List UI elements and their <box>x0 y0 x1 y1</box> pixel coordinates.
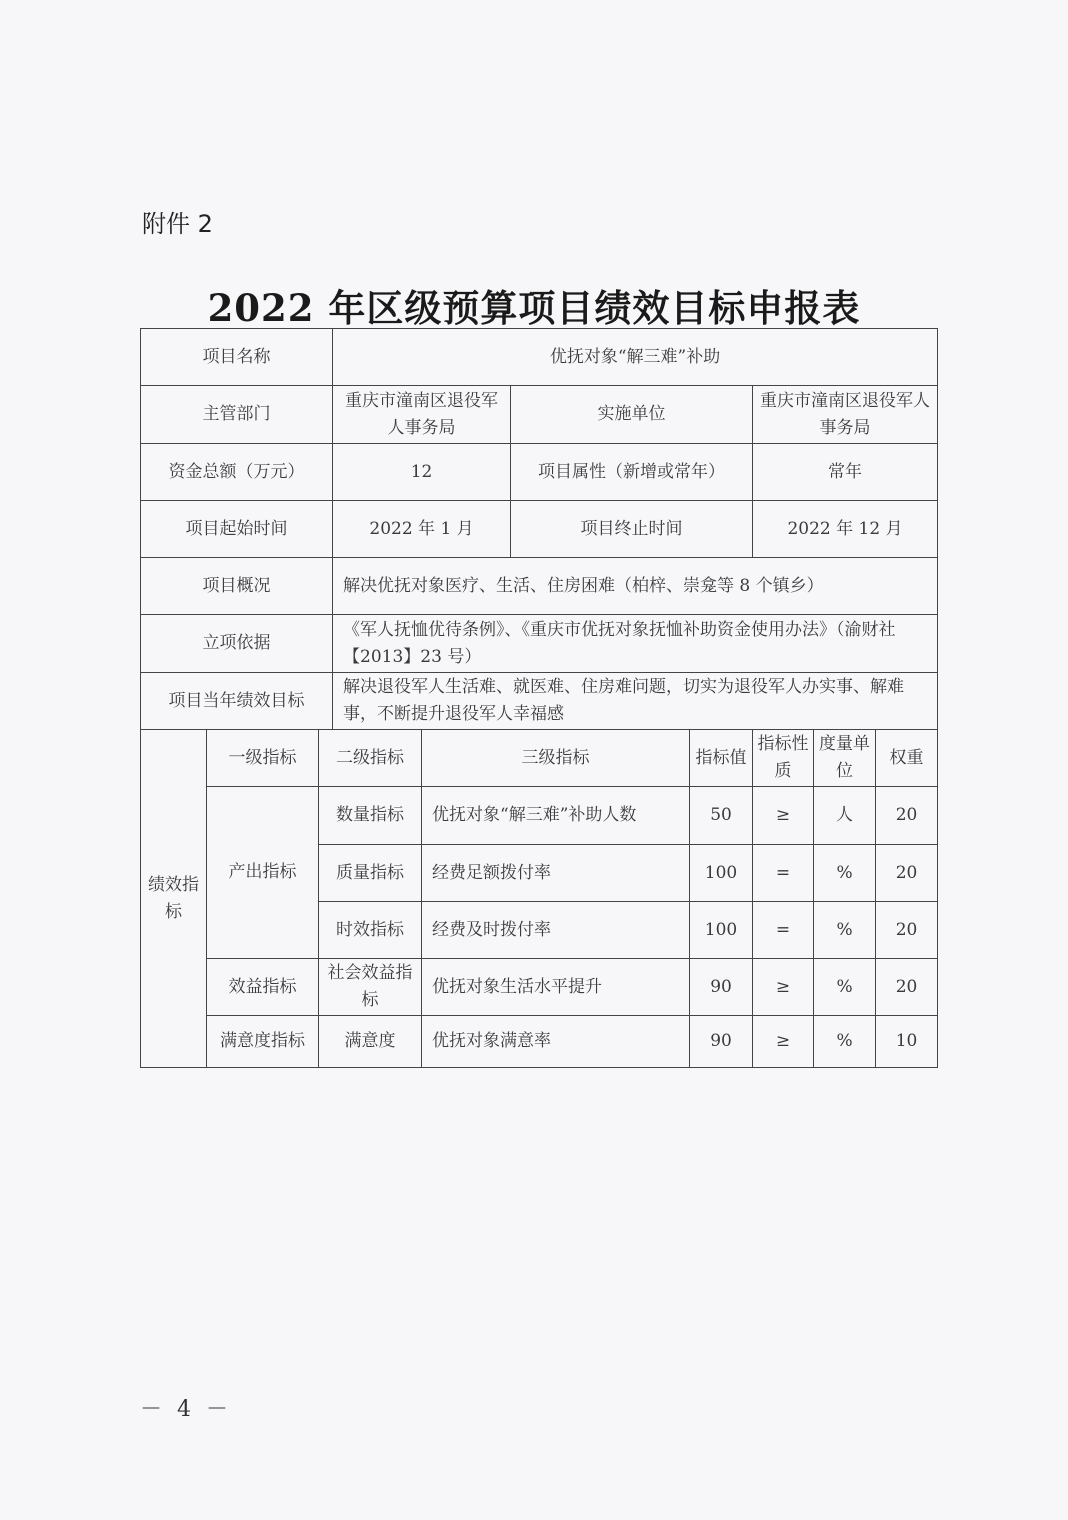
table-row <box>141 959 938 1016</box>
indicator-nature: = <box>753 902 814 959</box>
page-number: － 4 － <box>140 1397 232 1422</box>
indicator-weight: 10 <box>876 1016 938 1068</box>
start-value: 2022 年 1 月 <box>333 501 511 558</box>
indicator-weight: 20 <box>876 845 938 902</box>
attr-value: 常年 <box>753 444 938 501</box>
project-name-value: 优抚对象“解三难”补助 <box>333 329 938 386</box>
group-benefit: 效益指标 <box>207 959 319 1016</box>
end-value: 2022 年 12 月 <box>753 501 938 558</box>
indicator-value: 50 <box>690 787 753 845</box>
row-overview <box>141 558 938 615</box>
indicator-level3: 优抚对象生活水平提升 <box>422 959 690 1016</box>
header-level3: 三级指标 <box>422 730 690 787</box>
row-period <box>141 501 938 558</box>
indicator-unit: % <box>814 845 876 902</box>
dept-value: 重庆市潼南区退役军人事务局 <box>333 386 511 444</box>
indicator-value: 100 <box>690 845 753 902</box>
project-name-label: 项目名称 <box>141 329 333 386</box>
indicator-value: 100 <box>690 902 753 959</box>
indicator-nature: ≥ <box>753 1016 814 1068</box>
indicator-level3: 经费及时拨付率 <box>422 902 690 959</box>
indicator-nature: ≥ <box>753 959 814 1016</box>
row-goal <box>141 673 938 730</box>
indicator-unit: 人 <box>814 787 876 845</box>
annex-label: 附件 2 <box>142 210 213 238</box>
indicator-nature: = <box>753 845 814 902</box>
impl-label: 实施单位 <box>511 386 753 444</box>
indicator-unit: % <box>814 959 876 1016</box>
perf-label: 绩效指标 <box>141 730 207 1068</box>
header-unit: 度量单位 <box>814 730 876 787</box>
indicator-weight: 20 <box>876 902 938 959</box>
row-project-name <box>141 329 938 386</box>
goal-value: 解决退役军人生活难、就医难、住房难问题，切实为退役军人办实事、解难事，不断提升退役军人幸福感 <box>333 673 938 730</box>
indicator-value: 90 <box>690 1016 753 1068</box>
overview-value: 解决优抚对象医疗、生活、住房困难（柏梓、崇龛等 8 个镇乡） <box>333 558 938 615</box>
performance-table <box>140 328 938 1068</box>
attr-label: 项目属性（新增或常年） <box>511 444 753 501</box>
indicator-unit: % <box>814 1016 876 1068</box>
start-label: 项目起始时间 <box>141 501 333 558</box>
end-label: 项目终止时间 <box>511 501 753 558</box>
header-value: 指标值 <box>690 730 753 787</box>
indicator-weight: 20 <box>876 787 938 845</box>
page-title: 2022 年区级预算项目绩效目标申报表 <box>207 286 861 330</box>
group-satisfaction: 满意度指标 <box>207 1016 319 1068</box>
header-weight: 权重 <box>876 730 938 787</box>
row-funding <box>141 444 938 501</box>
header-level2: 二级指标 <box>319 730 422 787</box>
indicator-level3: 优抚对象满意率 <box>422 1016 690 1068</box>
indicator-level2: 数量指标 <box>319 787 422 845</box>
indicator-weight: 20 <box>876 959 938 1016</box>
indicator-level2: 社会效益指标 <box>319 959 422 1016</box>
indicator-level3: 优抚对象“解三难”补助人数 <box>422 787 690 845</box>
fund-label: 资金总额（万元） <box>141 444 333 501</box>
basis-label: 立项依据 <box>141 615 333 673</box>
indicator-level2: 时效指标 <box>319 902 422 959</box>
indicator-level3: 经费足额拨付率 <box>422 845 690 902</box>
table-row <box>141 1016 938 1068</box>
group-output: 产出指标 <box>207 787 319 959</box>
header-level1: 一级指标 <box>207 730 319 787</box>
row-indicator-header <box>141 730 938 787</box>
overview-label: 项目概况 <box>141 558 333 615</box>
header-nature: 指标性质 <box>753 730 814 787</box>
table-row <box>141 787 938 845</box>
indicator-value: 90 <box>690 959 753 1016</box>
indicator-nature: ≥ <box>753 787 814 845</box>
impl-value: 重庆市潼南区退役军人事务局 <box>753 386 938 444</box>
indicator-level2: 满意度 <box>319 1016 422 1068</box>
row-basis <box>141 615 938 673</box>
goal-label: 项目当年绩效目标 <box>141 673 333 730</box>
dept-label: 主管部门 <box>141 386 333 444</box>
row-department <box>141 386 938 444</box>
fund-value: 12 <box>333 444 511 501</box>
basis-value: 《军人抚恤优待条例》、《重庆市优抚对象抚恤补助资金使用办法》（渝财社【2013】23 号） <box>333 615 938 673</box>
indicator-level2: 质量指标 <box>319 845 422 902</box>
indicator-unit: % <box>814 902 876 959</box>
